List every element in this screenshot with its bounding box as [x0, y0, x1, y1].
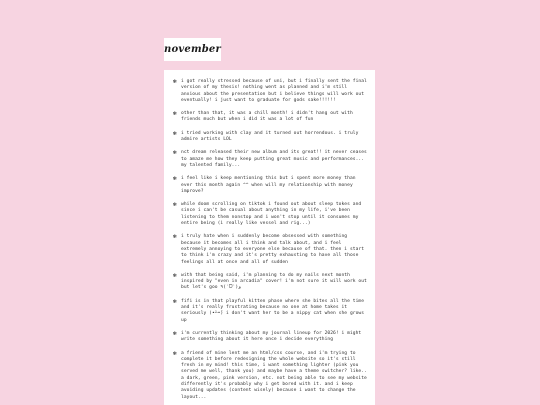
list-item — [173, 150, 367, 169]
asterisk-bullet-icon: ✻ — [173, 175, 177, 183]
entry-text: while doom scrolling on tiktok i found out about sleep tokes and since i can't be casual about anything in my life, i've been listening to them nonstop and i won't stop until it consumes my entire being (i really like vessel and rig...) — [181, 202, 362, 227]
entry-text: a friend of mine lent me an html/css course, and i'm trying to complete it before redesigning the whole website so it's still fresh in my mind! this time, i want something lighter (pink you served me well, thank you) and maybe have a theme switcher? like.. a dark, green, pink version, etc. not being able to see my website differently it's probably why i get bored with it. and i keep avoiding updates (content wisely) because i want to change the layout... — [181, 350, 367, 400]
entry-text: other than that, it was a chill month! i didn't hang out with friends much but when i did it was a lot of fun — [181, 111, 353, 123]
entry-text: with that being said, i'm planning to do my nails next month inspired by "even in arcadia" cover! i'm not sure it will work out but let's goo ٩(ˊᗜˋ)و — [181, 272, 367, 291]
list-item — [173, 351, 367, 401]
list-item — [173, 79, 367, 104]
entry-text: fifi is in that playful kitten phase where she bites all the time and it's really frustrating because no one at home takes it seriously (•̀⌓•́) i don't want her to be a nippy cat when she grows up — [181, 298, 365, 323]
list-item — [173, 202, 367, 227]
journal-card — [164, 70, 375, 405]
list-item — [173, 273, 367, 292]
asterisk-bullet-icon: ✻ — [173, 329, 177, 337]
list-item — [173, 176, 367, 195]
asterisk-bullet-icon: ✻ — [173, 271, 177, 279]
list-item — [173, 234, 367, 265]
list-item — [173, 131, 367, 144]
asterisk-bullet-icon: ✻ — [173, 233, 177, 241]
entry-text: i'm currently thinking about my journal lineup for 2026! i might write something about it here once i decide everything — [181, 330, 362, 343]
list-item — [173, 331, 367, 344]
entry-text: i feel like i keep mentioning this but i spent more money than ever this month again ^^ when will my relationship with money improve? — [181, 176, 356, 194]
asterisk-bullet-icon: ✻ — [173, 110, 177, 118]
list-item — [173, 111, 367, 124]
asterisk-bullet-icon: ✻ — [173, 349, 177, 357]
list-item — [173, 299, 367, 324]
asterisk-bullet-icon: ✻ — [173, 78, 177, 85]
asterisk-bullet-icon: ✻ — [173, 149, 177, 157]
page-title: november — [164, 44, 221, 55]
entry-text: nct dream released their new album and its great!! it never ceases to amaze me how they keep putting great music and performances... my talented family... — [181, 150, 367, 168]
entry-list — [164, 70, 375, 401]
page-title-box — [164, 38, 221, 61]
entry-text: i got really stressed because of uni, but i finally sent the final version of my thesis! nothing went as planned and i'm still anxious about the presentation but i believe things will work out eventually! i just want to graduate for gods sake!!!!!! — [181, 79, 367, 103]
asterisk-bullet-icon: ✻ — [173, 297, 177, 305]
asterisk-bullet-icon: ✻ — [173, 201, 177, 209]
entry-text: i truly hate when i suddenly become obsessed with something because it becomes all i think and talk about, and i feel extremely annoying to everyone else because of that. then i start to think i'm crazy and it's pretty exhausting to have all those feelings all at once and all of sudden — [181, 234, 365, 265]
entry-text: i tried working with clay and it turned out horrendous. i truly admire artists LOL — [181, 130, 359, 143]
asterisk-bullet-icon: ✻ — [173, 129, 177, 137]
